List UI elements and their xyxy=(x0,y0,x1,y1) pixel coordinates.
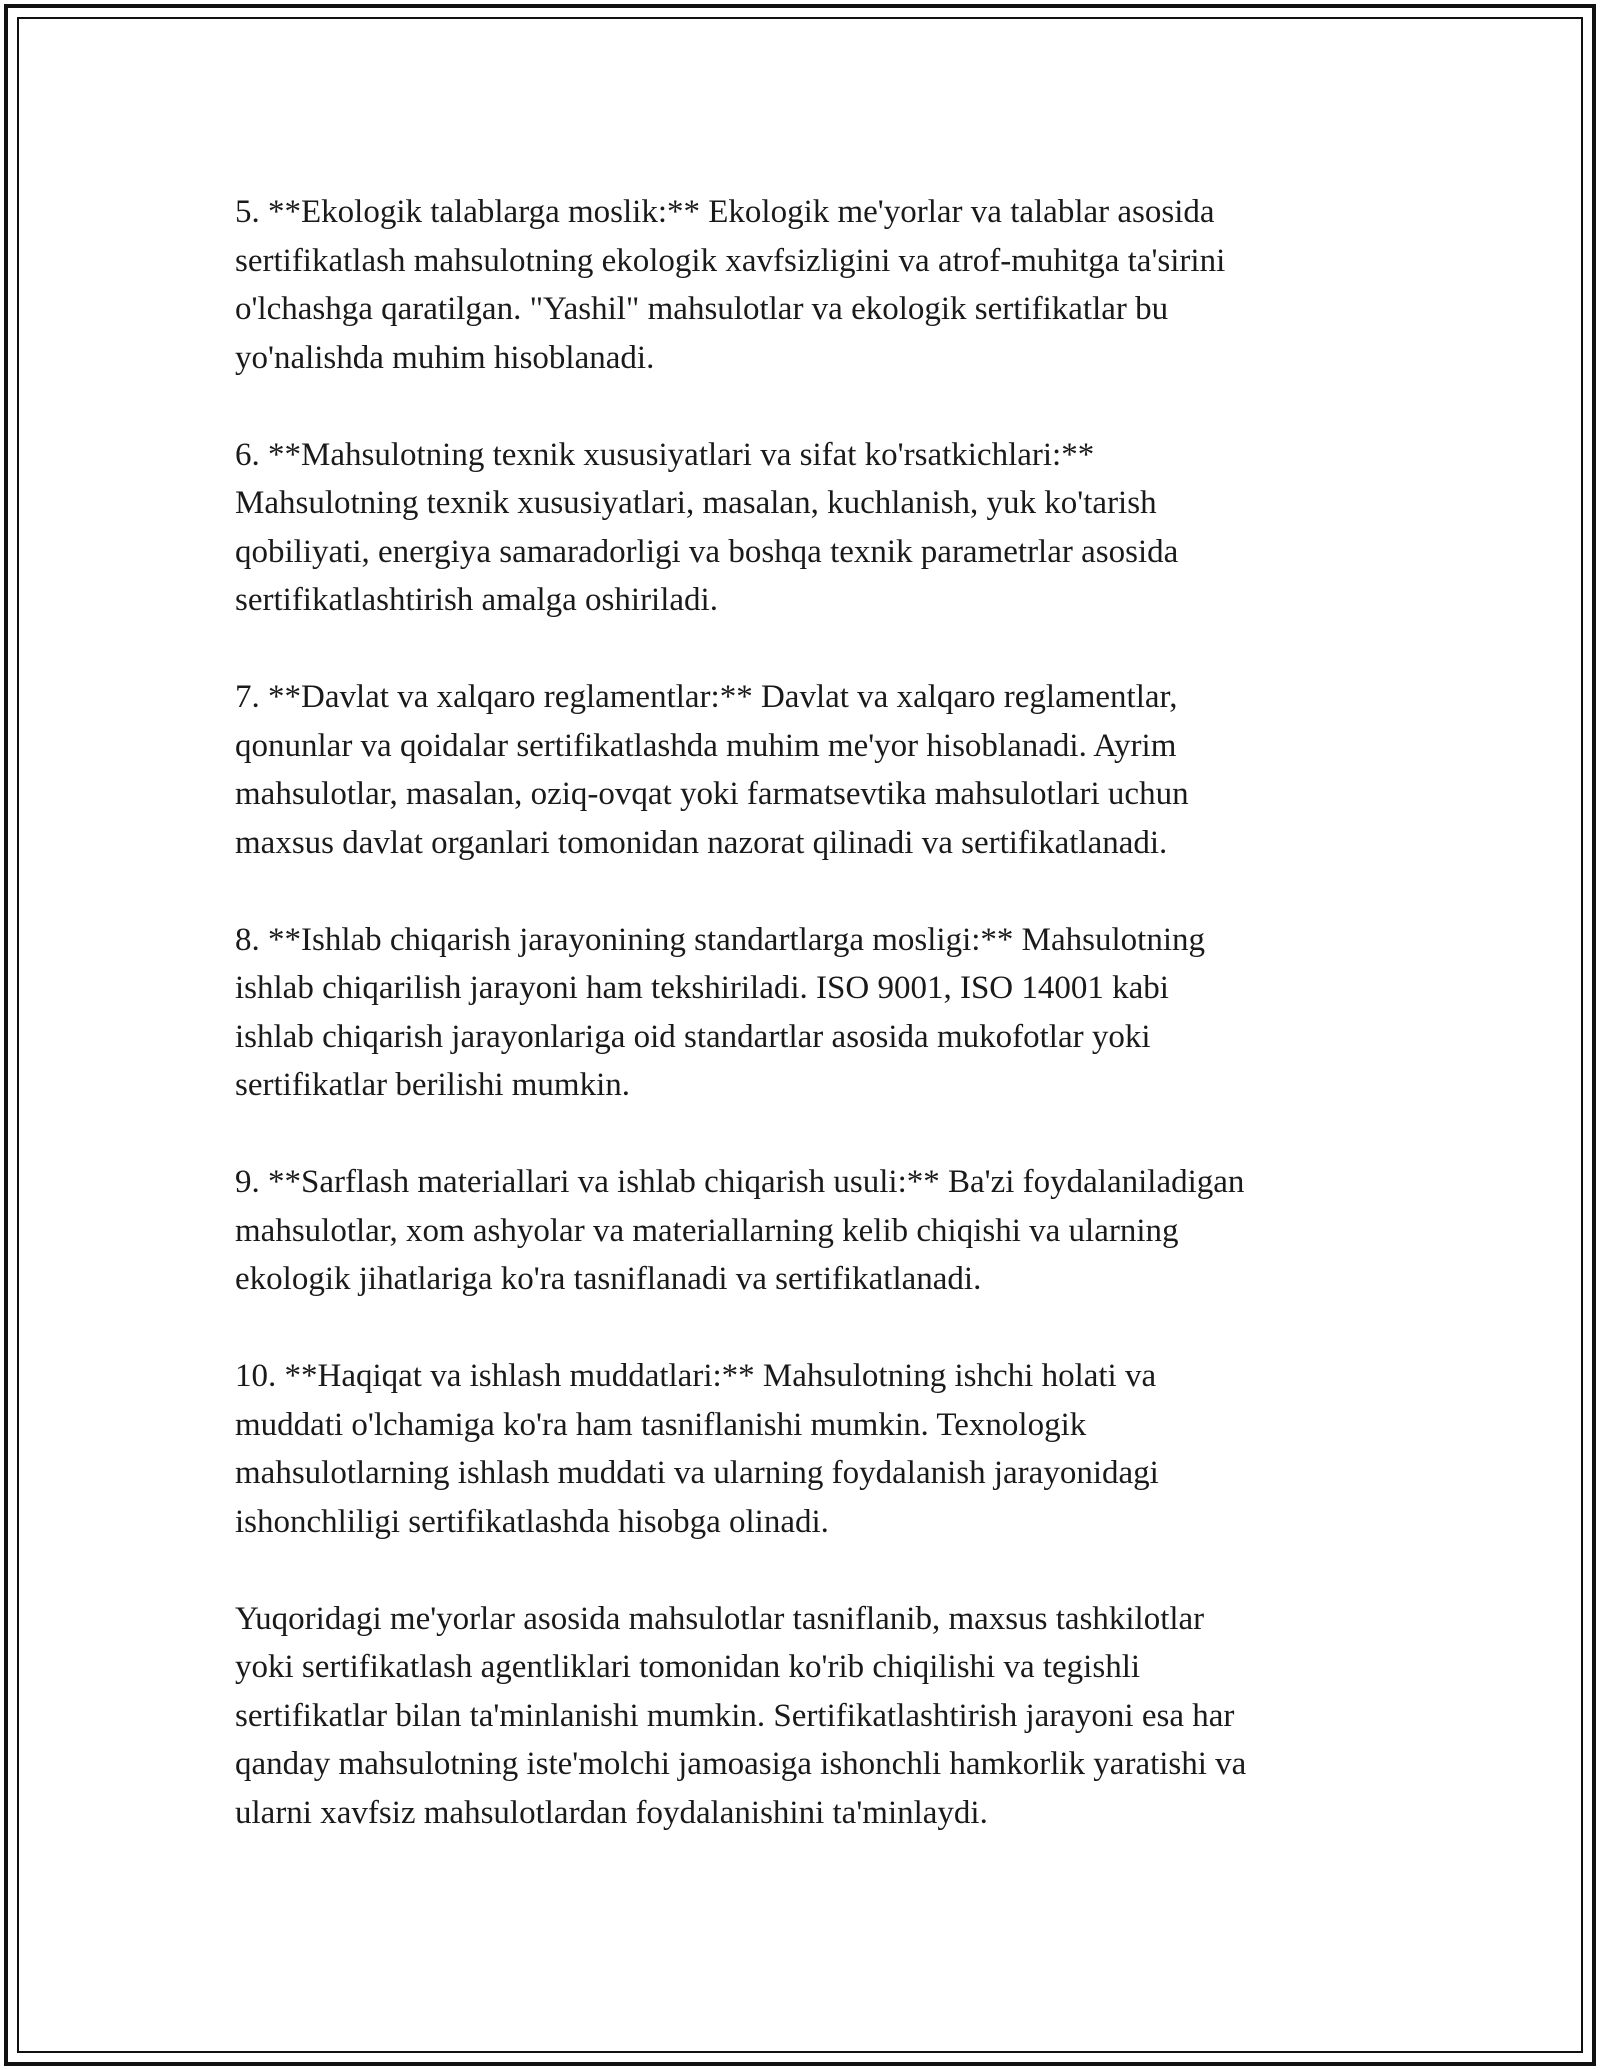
document-body xyxy=(235,188,1375,1837)
paragraph-criterion-5: 5. **Ekologik talablarga moslik:** Ekologik me'yorlar va talablar asosida sertifikatlash mahsulotning ekologik xavfsizligini va atrof-muhitga ta'sirini o'lchashga qaratilgan. "Yashil" mahsulotlar va ekologik sertifikatlar bu yo'nalishda muhim hisoblanadi. xyxy=(235,194,1226,376)
paragraph-conclusion: Yuqoridagi me'yorlar asosida mahsulotlar tasniflanib, maxsus tashkilotlar yoki sertifikatlash agentliklari tomonidan ko'rib chiqilishi va tegishli sertifikatlar bilan ta'minlanishi mumkin. Sertifikatlashtirish jarayoni esa har qanday mahsulotning iste'molchi jamoasiga ishonchli hamkorlik yaratishi va ularni xavfsiz mahsulotlardan foydalanishini ta'minlaydi. xyxy=(235,1600,1247,1831)
paragraph-criterion-8: 8. **Ishlab chiqarish jarayonining standartlarga mosligi:** Mahsulotning ishlab chiqarilish jarayoni ham tekshiriladi. ISO 9001, ISO 14001 kabi ishlab chiqarish jarayonlariga oid standartlar asosida mukofotlar yoki sertifikatlar berilishi mumkin. xyxy=(235,921,1205,1103)
paragraph-criterion-7: 7. **Davlat va xalqaro reglamentlar:** Davlat va xalqaro reglamentlar, qonunlar va qoidalar sertifikatlashda muhim me'yor hisoblanadi. Ayrim mahsulotlar, masalan, oziq-ovqat yoki farmatsevtika mahsulotlari uchun maxsus davlat organlari tomonidan nazorat qilinadi va sertifikatlanadi. xyxy=(235,679,1189,861)
paragraph-criterion-9: 9. **Sarflash materiallari va ishlab chiqarish usuli:** Ba'zi foydalaniladigan mahsulotlar, xom ashyolar va materiallarning kelib chiqishi va ularning ekologik jihatlariga ko'ra tasniflanadi va sertifikatlanadi. xyxy=(235,1164,1245,1297)
paragraph-criterion-10: 10. **Haqiqat va ishlash muddatlari:** Mahsulotning ishchi holati va muddati o'lchamiga ko'ra ham tasniflanishi mumkin. Texnologik mahsulotlarning ishlash muddati va ularning foydalanish jarayonidagi ishonchliligi sertifikatlashda hisobga olinadi. xyxy=(235,1358,1159,1540)
paragraph-criterion-6: 6. **Mahsulotning texnik xususiyatlari va sifat ko'rsatkichlari:** Mahsulotning texnik xususiyatlari, masalan, kuchlanish, yuk ko'tarish qobiliyati, energiya samaradorligi va boshqa texnik parametrlar asosida sertifikatlashtirish amalga oshiriladi. xyxy=(235,436,1179,618)
